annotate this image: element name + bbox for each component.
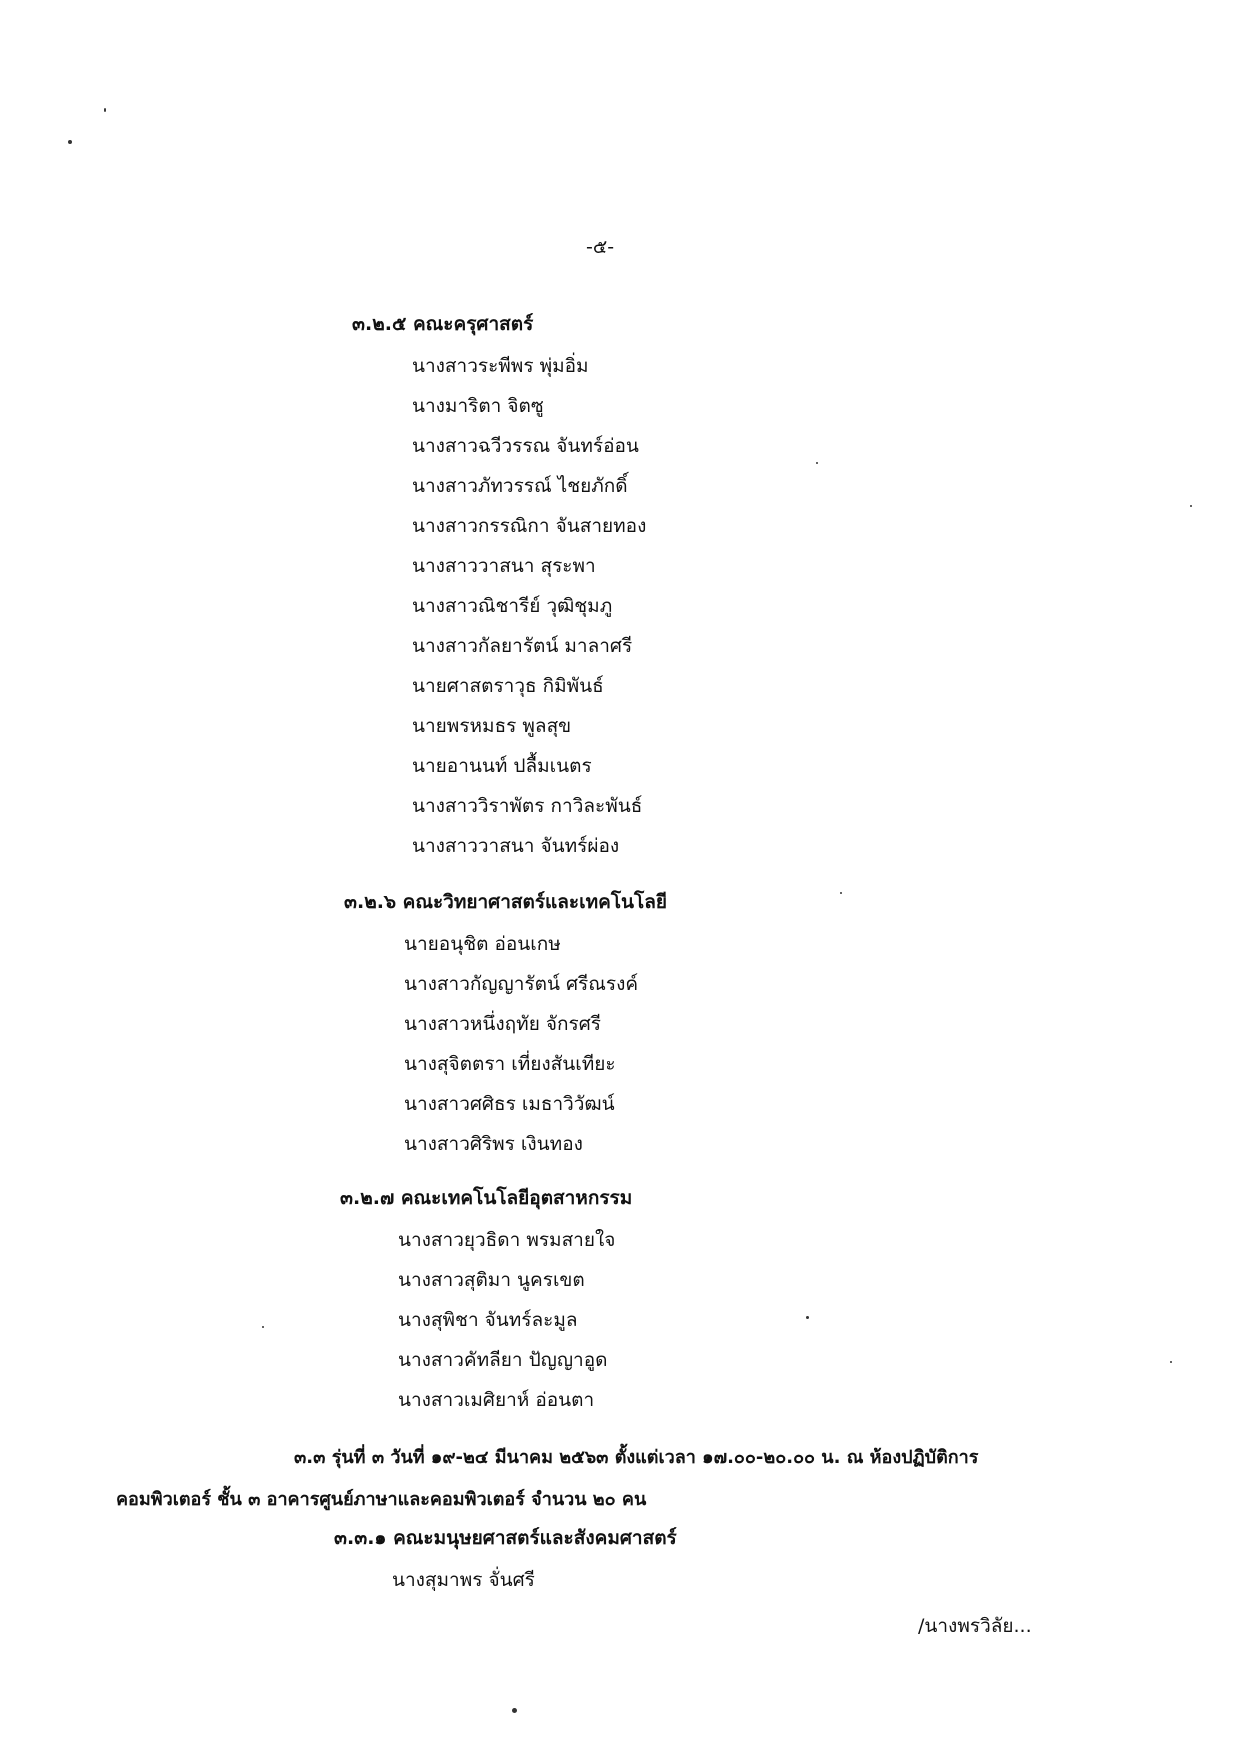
section-heading: ๓.๒.๗ คณะเทคโนโลยีอุตสาหกรรม: [340, 1187, 633, 1209]
member-name: นางสาวเมศิยาห์ อ่อนตา: [398, 1389, 595, 1411]
member-name: นางสุพิชา จันทร์ละมูล: [398, 1309, 578, 1331]
scan-speck: [840, 892, 842, 894]
scan-speck: [262, 1326, 264, 1328]
member-name: นายอนุชิต อ่อนเกษ: [404, 933, 561, 955]
member-name: นางสาวณิชารีย์ วุฒิชุมภู: [412, 595, 613, 617]
member-name: นางสาวฉวีวรรณ จันทร์อ่อน: [412, 435, 639, 457]
scan-speck: [1190, 505, 1192, 507]
scan-speck: [512, 1708, 517, 1713]
member-name: นางสาวสุติมา นูครเขต: [398, 1269, 585, 1291]
member-name: นางสาววาสนา จันทร์ผ่อง: [412, 835, 620, 857]
section-heading: ๓.๒.๕ คณะครุศาสตร์: [352, 313, 534, 335]
member-name: นางสาวยุวธิดา พรมสายใจ: [398, 1229, 616, 1251]
member-name: นางสาวศศิธร เมธาวิวัฒน์: [404, 1093, 615, 1115]
member-name: นางสาวภัทวรรณ์ ไชยภักดิ์: [412, 475, 628, 497]
section-heading: ๓.๒.๖ คณะวิทยาศาสตร์และเทคโนโลยี: [344, 891, 668, 913]
member-name: นายศาสตราวุธ กิมิพันธ์: [412, 675, 604, 697]
member-name: นางสาวระพีพร พุ่มอิ่ม: [412, 355, 589, 377]
member-name: นางสาววาสนา สุระพา: [412, 555, 596, 577]
member-name: นางสาวศิริพร เงินทอง: [404, 1133, 583, 1155]
scan-speck: [1170, 1361, 1172, 1363]
section-paragraph-line: ๓.๓ รุ่นที่ ๓ วันที่ ๑๙-๒๔ มีนาคม ๒๕๖๓ ตั้งแต่เวลา ๑๗.๐๐-๒๐.๐๐ น. ณ ห้องปฏิบัติการ: [294, 1447, 979, 1468]
member-name: นางสุมาพร จั่นศรี: [392, 1569, 535, 1591]
member-name: นางสาวคัทลียา ปัญญาอูด: [398, 1349, 608, 1371]
member-name: นางมาริตา จิตซู: [412, 395, 544, 417]
scan-speck: [806, 1316, 809, 1319]
section-heading: ๓.๓.๑ คณะมนุษยศาสตร์และสังคมศาสตร์: [334, 1527, 677, 1549]
page-number: -๕-: [586, 236, 615, 258]
member-name: นางสาวกรรณิกา จันสายทอง: [412, 515, 647, 537]
member-name: นางสาวกัญญารัตน์ ศรีณรงค์: [404, 973, 639, 995]
member-name: นายพรหมธร พูลสุข: [412, 715, 572, 737]
member-name: นางสาววิราพัตร กาวิละพันธ์: [412, 795, 643, 817]
member-name: นางสาวหนึ่งฤทัย จักรศรี: [404, 1013, 601, 1035]
member-name: นางสาวกัลยารัตน์ มาลาศรี: [412, 635, 633, 657]
section-paragraph-line: คอมพิวเตอร์ ชั้น ๓ อาคารศูนย์ภาษาและคอมพิวเตอร์ จำนวน ๒๐ คน: [116, 1489, 647, 1510]
member-name: นางสุจิตตรา เที่ยงสันเทียะ: [404, 1053, 616, 1075]
continuation-marker: /นางพรวิลัย...: [918, 1615, 1032, 1637]
member-name: นายอานนท์ ปลื้มเนตร: [412, 755, 592, 777]
scan-speck: [104, 108, 106, 112]
scan-speck: [68, 140, 72, 144]
scan-speck: [816, 462, 818, 464]
